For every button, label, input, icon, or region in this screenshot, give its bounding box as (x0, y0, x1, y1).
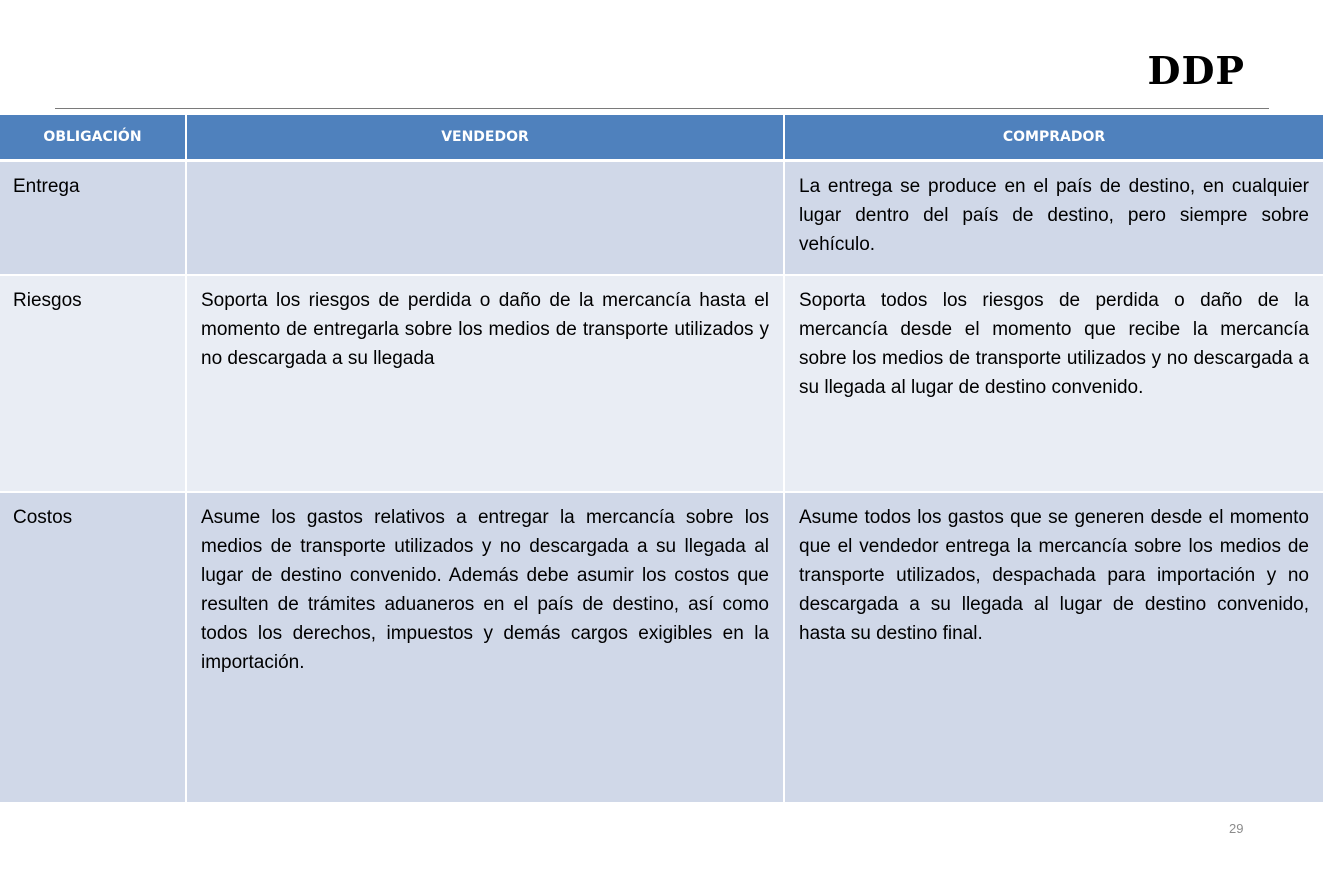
cell-obligation: Riesgos (0, 275, 186, 492)
cell-obligation: Costos (0, 492, 186, 803)
ddp-obligations-table (0, 115, 1323, 804)
cell-buyer: La entrega se produce en el país de destino, en cualquier lugar dentro del país de destino, pero siempre sobre vehículo. (784, 161, 1323, 275)
cell-seller: Soporta los riesgos de perdida o daño de la mercancía hasta el momento de entregarla sobre los medios de transporte utilizados y no descargada a su llegada (186, 275, 784, 492)
page-number: 29 (1229, 821, 1244, 836)
table-row-costos (0, 492, 1323, 803)
table-row-riesgos (0, 275, 1323, 492)
title-divider (55, 108, 1269, 109)
cell-seller: Asume los gastos relativos a entregar la mercancía sobre los medios de transporte utilizados y no descargada a su llegada al lugar de destino convenido. Además debe asumir los costos que resulten de trámites aduaneros en el país de destino, así como todos los derechos, impuestos y demás cargos exigibles en la importación. (186, 492, 784, 803)
table-header-row (0, 115, 1323, 161)
cell-buyer: Soporta todos los riesgos de perdida o daño de la mercancía desde el momento que recibe la mercancía sobre los medios de transporte utilizados y no descargada a su llegada al lugar de destino convenido. (784, 275, 1323, 492)
slide-title: DDP (1147, 48, 1245, 93)
header-obligation: OBLIGACIÓN (0, 115, 186, 161)
table-row-entrega (0, 161, 1323, 275)
header-seller: VENDEDOR (186, 115, 784, 161)
cell-seller (186, 161, 784, 275)
header-buyer: COMPRADOR (784, 115, 1323, 161)
cell-obligation: Entrega (0, 161, 186, 275)
cell-buyer: Asume todos los gastos que se generen desde el momento que el vendedor entrega la mercancía sobre los medios de transporte utilizados, despachada para importación y no descargada a su llegada al lugar de destino convenido, hasta su destino final. (784, 492, 1323, 803)
